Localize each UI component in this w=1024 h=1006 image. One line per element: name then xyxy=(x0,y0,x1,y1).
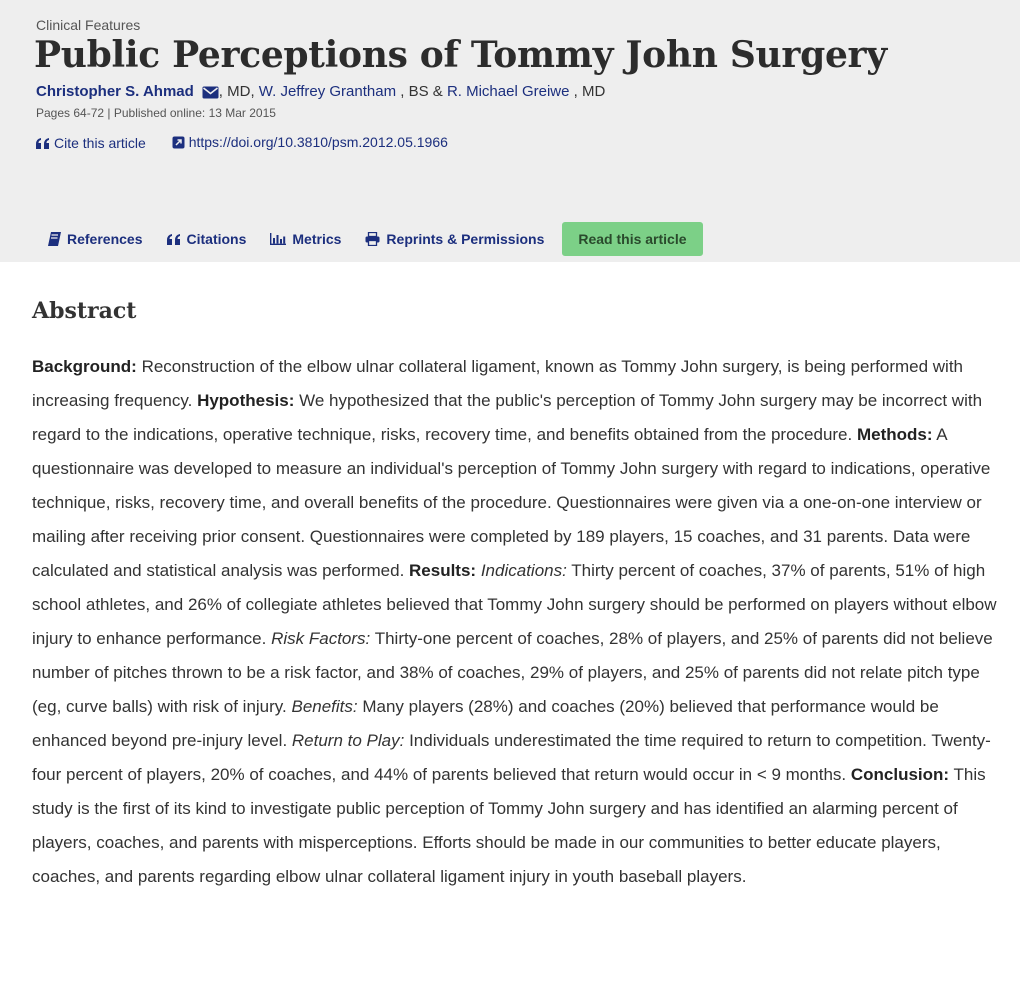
tab-citations[interactable] xyxy=(155,222,259,256)
background-label: Background: xyxy=(32,357,137,376)
doi-link[interactable] xyxy=(172,134,448,150)
abstract-body xyxy=(32,350,998,894)
author-degree: , MD xyxy=(569,83,606,100)
tab-label: Citations xyxy=(186,231,247,247)
return-to-play-label: Return to Play: xyxy=(291,731,405,750)
article-category: Clinical Features xyxy=(36,17,141,33)
mail-icon[interactable] xyxy=(202,86,219,99)
tab-reprints-permissions[interactable] xyxy=(353,222,556,256)
abstract-heading: Abstract xyxy=(32,298,137,324)
doi-text: https://doi.org/10.3810/psm.2012.05.1966 xyxy=(188,134,448,150)
tab-label: References xyxy=(67,231,143,247)
publication-info: Pages 64-72 | Published online: 13 Mar 2015 xyxy=(36,106,276,120)
methods-label: Methods: xyxy=(856,425,933,444)
tab-label: Metrics xyxy=(292,231,342,247)
article-header xyxy=(0,0,1020,262)
bar-chart-icon xyxy=(270,233,286,245)
indications-text: Thirty percent of coaches, 37% of parents, 51% of high school athletes, and 26% of collegiate athletes believed that Tommy John surgery should be performed on players without elbow injury to enhance performance. xyxy=(32,561,997,648)
risk-factors-text: Thirty-one percent of coaches, 28% of players, and 25% of parents did not believe number of pitches thrown to be a risk factor, and 38% of coaches, 29% of players, and 25% of parents did not relate pitch type (eg, curve balls) with risk of injury. xyxy=(32,629,993,716)
printer-icon xyxy=(365,232,380,246)
article-links xyxy=(36,134,448,152)
read-article-button[interactable]: Read this article xyxy=(562,222,702,256)
benefits-text: Many players (28%) and coaches (20%) believed that performance would be enhanced beyond pre-injury level. xyxy=(32,697,939,750)
cite-label: Cite this article xyxy=(54,135,146,151)
tab-references[interactable] xyxy=(36,222,155,256)
cite-article-link[interactable] xyxy=(36,135,146,151)
conclusion-text: This study is the first of its kind to investigate public perception of Tommy John surgery and has identified an alarming percent of players, coaches, and parents with misperceptions. Efforts should be made in our communities to better educate players, coaches, and parents regarding elbow ulnar collateral ligament injury in youth baseball players. xyxy=(32,765,986,886)
quote-icon xyxy=(36,138,50,149)
hypothesis-label: Hypothesis: xyxy=(197,391,295,410)
hypothesis-text: We hypothesized that the public's perception of Tommy John surgery may be incorrect with regard to the indications, operative technique, risks, recovery time, and benefits obtained from the procedure. xyxy=(32,391,983,444)
book-icon xyxy=(48,232,61,246)
background-text: Reconstruction of the elbow ulnar collateral ligament, known as Tommy John surgery, is being performed with increasing frequency. xyxy=(32,357,964,410)
author-link-grantham[interactable]: W. Jeffrey Grantham xyxy=(258,83,397,100)
return-to-play-text: Individuals underestimated the time required to return to competition. Twenty-four percent of players, 20% of coaches, and 44% of parents believed that return would occur in < 9 months. xyxy=(32,731,991,784)
tab-metrics[interactable] xyxy=(258,222,353,256)
conclusion-label: Conclusion: xyxy=(850,765,950,784)
benefits-label: Benefits: xyxy=(291,697,358,716)
tab-label: Reprints & Permissions xyxy=(386,231,545,247)
author-degree: , BS & xyxy=(396,83,447,100)
methods-text: A questionnaire was developed to measure an individual's perception of Tommy John surgery with regard to indications, operative technique, risks, recovery time, and overall benefits of the procedure. Questionnaires were given via a one-on-one interview or mailing after receiving prior consent. Questionnaires were completed by 189 players, 15 coaches, and 31 parents. Data were calculated and statistical analysis was performed. xyxy=(32,425,991,580)
author-list xyxy=(36,83,605,100)
risk-factors-label: Risk Factors: xyxy=(271,629,371,648)
author-degree: , MD, xyxy=(218,83,259,100)
article-tabs xyxy=(36,222,703,256)
author-link-ahmad[interactable]: Christopher S. Ahmad xyxy=(36,83,194,100)
author-link-greiwe[interactable]: R. Michael Greiwe xyxy=(446,83,570,100)
results-label: Results: xyxy=(409,561,477,580)
indications-label: Indications: xyxy=(480,561,567,580)
article-title: Public Perceptions of Tommy John Surgery xyxy=(34,34,887,76)
external-link-icon xyxy=(172,136,185,149)
quote-icon xyxy=(167,234,181,245)
